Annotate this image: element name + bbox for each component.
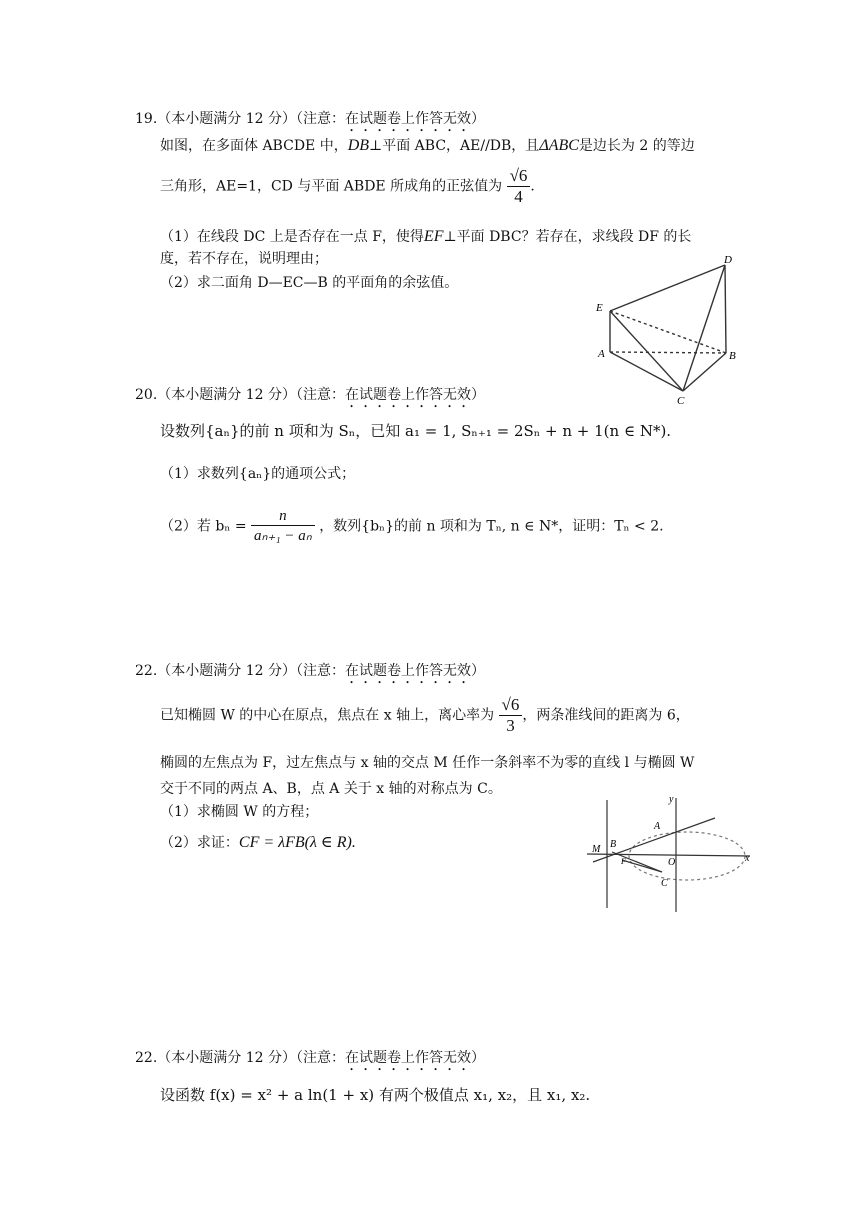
q22a-ellipse-figure [585, 790, 755, 915]
q20-p2-text-a: （2）若 bₙ = [160, 518, 247, 535]
q19-math-abc: ΔABC [539, 137, 579, 154]
q22a-line1-text-a: 已知椭圆 W 的中心在原点，焦点在 x 轴上，离心率为 [160, 707, 495, 724]
q19-line2 [160, 166, 535, 207]
q22a-header-suffix: ） [470, 663, 485, 679]
q19-frac-num: √6 [507, 166, 531, 187]
fig22-label-b: B [610, 839, 617, 850]
q22a-line3: 交于不同的两点 A、B，点 A 关于 x 轴的对称点为 C。 [160, 781, 502, 797]
q20-header-dotted: 在试题卷上作答无效 [344, 387, 471, 403]
q19-p1-text-a: （1）在线段 DC 上是否存在一点 F，使得 [160, 229, 424, 245]
q19-frac-den: 4 [514, 187, 523, 206]
q19-part1-line1 [160, 226, 691, 246]
fig22-label-x: x [745, 853, 750, 864]
q22a-p2-text: （2）求证： [160, 835, 239, 851]
fig22-label-c: C [661, 878, 668, 889]
q19-fraction [507, 166, 531, 207]
q22a-line1 [160, 695, 690, 736]
q19-header-prefix: 19.（本小题满分 12 分）（注意： [135, 111, 345, 127]
q20-header [135, 384, 485, 411]
q22a-frac-num: √6 [499, 695, 523, 716]
q19-header [135, 108, 485, 135]
q22a-header-dotted: 在试题卷上作答无效 [344, 663, 471, 679]
q19-part1-line2: 度，若不存在，说明理由； [160, 251, 328, 267]
q19-header-dotted: 在试题卷上作答无效 [344, 111, 471, 127]
fig22-label-a: A [654, 821, 661, 832]
q22a-fraction [499, 695, 523, 736]
fig22-label-o: O [668, 857, 676, 868]
fig22-label-y: y [669, 794, 674, 805]
q22b-header-suffix: ） [470, 1050, 485, 1066]
q19-line2-text: 三角形，AE=1，CD 与平面 ABDE 所成角的正弦值为 [160, 178, 503, 195]
q22b-header-prefix: 22.（本小题满分 12 分）（注意： [135, 1050, 345, 1066]
q22a-part1: （1）求椭圆 W 的方程； [160, 804, 319, 820]
q19-p1-text-b: ⊥平面 DBC？若存在，求线段 DF 的长 [443, 229, 692, 245]
q22a-header [135, 660, 485, 687]
q20-p2-text-b: ，数列{bₙ}的前 n 项和为 Tₙ, n ∈ N*，证明：Tₙ < 2. [319, 518, 664, 535]
q22a-part2 [160, 832, 356, 852]
q20-header-suffix: ） [470, 387, 485, 403]
fig22-label-f: F [621, 857, 626, 866]
fig19-label-e: E [596, 302, 603, 314]
q19-line2-end: . [530, 178, 535, 195]
q19-line1-text-a: 如图，在多面体 ABCDE 中， [160, 138, 348, 154]
q19-line1-text-b: ⊥平面 ABC，AE//DB，且 [369, 138, 540, 154]
q19-line1 [160, 135, 695, 155]
q22a-frac-den: 3 [506, 716, 515, 735]
q20-part1: （1）求数列{aₙ}的通项公式； [160, 466, 356, 482]
fig22-label-m: M [592, 844, 601, 855]
q20-header-prefix: 20.（本小题满分 12 分）（注意： [135, 387, 345, 403]
q20-frac-num: n [251, 508, 315, 526]
q20-fraction [251, 508, 315, 545]
fig19-label-a: A [598, 348, 605, 360]
q19-math-ef: EF [423, 228, 444, 245]
fig19-label-d: D [724, 256, 732, 266]
q22a-line1-text-b: ，两条准线间的距离为 6， [522, 707, 690, 724]
q22a-line2: 椭圆的左焦点为 F，过左焦点与 x 轴的交点 M 任作一条斜率不为零的直线 l 与椭圆 W [160, 755, 695, 771]
q22b-header-dotted: 在试题卷上作答无效 [344, 1050, 471, 1066]
q20-frac-den: aₙ₊₁ − aₙ [254, 528, 312, 544]
q20-line1: 设数列{aₙ}的前 n 项和为 Sₙ，已知 a₁ = 1, Sₙ₊₁ = 2Sₙ + n + 1(n ∈ N*). [160, 422, 672, 440]
q22b-line1: 设函数 f(x) = x² + a ln(1 + x) 有两个极值点 x₁, x₂，且 x₁, x₂. [160, 1086, 591, 1104]
fig19-label-c: C [677, 395, 685, 406]
q22a-header-prefix: 22.（本小题满分 12 分）（注意： [135, 663, 345, 679]
q19-math-db: DB [347, 137, 370, 154]
q20-part2 [160, 508, 664, 545]
q19-part2: （2）求二面角 D—EC—B 的平面角的余弦值。 [160, 275, 459, 291]
q22b-header [135, 1047, 485, 1074]
q19-line1-text-c: 是边长为 2 的等边 [578, 138, 695, 154]
fig19-label-b: B [729, 350, 736, 362]
q19-polyhedron-figure [590, 256, 750, 406]
q19-header-suffix: ） [470, 111, 485, 127]
q22a-p2-math: CF = λFB(λ ∈ R). [238, 834, 356, 851]
